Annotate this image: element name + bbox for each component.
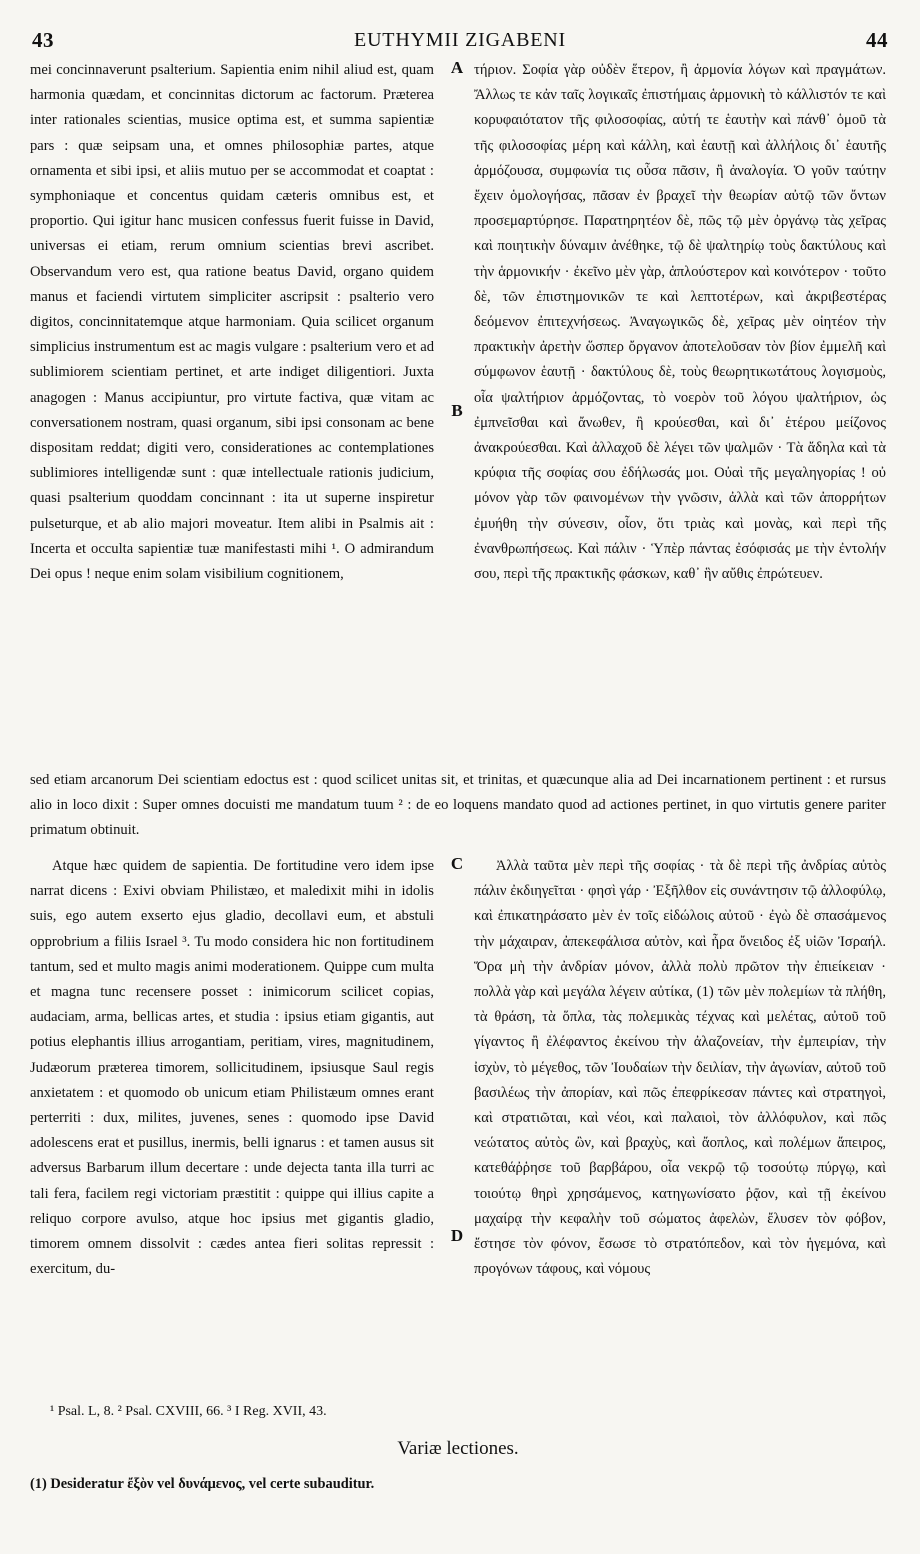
margin-marker-a: A <box>450 58 464 77</box>
continuation-paragraph: sed etiam arcanorum Dei scientiam edoctus est : quod scilicet unitas sit, et trinitas, et quæcunque alia ad Dei incarnationem pertinent : et rursus alio in loco dixit : Super omnes docuisti me mandatum tuum ² : de eo loquens mandato quod ad actiones pertinet, in quo virtutis genere pariter primatum obtinuit. <box>30 772 886 839</box>
greek-column-2 <box>474 854 886 1282</box>
page-number-left: 43 <box>32 28 54 52</box>
latin-column-1 <box>30 58 434 587</box>
margin-marker-d: D <box>450 1226 464 1245</box>
section-one <box>30 58 890 768</box>
greek-paragraph: Ἀλλὰ ταῦτα μὲν περὶ τῆς σοφίας · τὰ δὲ περὶ τῆς ἀνδρίας αὐτὸς πάλιν ἐκδιηγεῖται · φησὶ γάρ · Ἐξῆλθον εἰς συνάντησιν τῷ ἀλλοφύλῳ, καὶ ἐπικατηράσατο μὲν ἐν τοῖς εἰδώλοις αὐτοῦ · ἐγὼ δὲ σπασάμενος τὴν μάχαιραν, ἀπεκεφάλισα αὐτὸν, καὶ ἦρα ὄνειδος ἐξ υἱῶν Ἰσραήλ. Ὅρα μὴ τὴν ἀνδρίαν μόνον, ἀλλὰ πολὺ πρῶτον τὴν ἐπιείκειαν · πολλὰ γὰρ καὶ μεγάλα λέγειν αὐτίκα, (1) τῶν μὲν πολεμίων τὰ πλήθη, τὰ θράση, τὰ ὅπλα, τὰς πολεμικὰς τέχνας καὶ μελέτας, αὐτοῦ τοῦ γίγαντος ἢ ἐλέφαντος ἐκείνου τὴν ἀλαζονείαν, τὴν ἐμπειρίαν, τὴν ἰσχὺν, τὸ μέγεθος, τῶν Ἰουδαίων τὴν δειλίαν, τὴν ἀγωνίαν, αὐτοῦ τοῦ βασιλέως τὴν ἀπορίαν, καὶ πῶς ἐπεφρίκεσαν πάντες καὶ στρατηγοὶ, καὶ στρατιῶται, καὶ νέοι, καὶ παλαιοὶ, τὸν ἀλλόφυλον, καὶ πῶς νεώτατος αὐτὸς ὢν, καὶ βραχὺς, καὶ ἄοπλος, καὶ πολέμων ἄπειρος, κατεθάῤῥησε τοῦ βαρβάρου, οἷα νεκρῷ τῷ τοσούτῳ πύργῳ, καὶ τοιούτῳ θηρὶ χρησάμενος, κατηγωνίσατο ῥᾷον, καὶ τῇ ἐκείνου μαχαίρᾳ τὴν κεφαλὴν τοῦ σώματος ἀφελὼν, ἔλυσεν τὸν φόβον, ἔστησε τὸν φόνον, ἔσωσε τὸ στρατόπεδον, καὶ τὸν ἡγεμόνα, καὶ προγόνων τάφους, καὶ νόμους <box>474 858 886 1278</box>
latin-paragraph: mei concinnaverunt psalterium. Sapientia enim nihil aliud est, quam harmonia quædam, et concinnitas dictorum ac factorum. Præterea inter rationales scientias, musice optima est, et summa sapientiæ pars : quæ seipsam una, et omnes philosophiæ partes, atque ornamenta et sibi ipsi, et aliis mutuo per se accommodat et coaptat : symphoniaque et concentus quidam cæteris omnibus est, et proportio. Qui igitur hanc musicen confessus fuerit fuisse in David, universas ei etiam, rerum omnium scientias brevi ascribet. Observandum vero est, qua ratione beatus David, organo quidem manus et faciendi virtutem simpliciter ascripsit : psalterio vero digitos, concinnitatemque atque harmoniam. Quia scilicet organum simplicius instrumentum est ac magis vulgare : psalterium vero et ad sublimiorem scientiam pertinet, et arte indiget diligentiori. Juxta anagogen : Manus accipiuntur, pro virtute factiva, quæ vitam ac conversationem nostram, quasi organum, sibi ipsi consonam ac bene dispositam reddat; digiti vero, considerationes ac contemplationes sublimiores intelligendæ sunt : quæ intellectuale rationis judicium, quasi psalterium quoddam concinnant : ita ut superne inspiretur pulseturque, et ab alio majori moveatur. Item alibi in Psalmis ait : Incerta et occulta sapientiæ tuæ manifestasti mihi ¹. O admirandum Dei opus ! neque enim solam visibilium cognitionem, <box>30 62 434 583</box>
margin-marker-b: B <box>451 401 463 420</box>
latin-column-2 <box>30 854 434 1282</box>
margin-marker-c: C <box>450 854 464 873</box>
greek-column-1 <box>474 58 886 587</box>
variae-lectiones-title: Variæ lectiones. <box>397 1438 519 1459</box>
variae-lectiones-note: (1) Desideratur ἔξὸν vel δυνάμενος, vel certe subauditur. <box>30 1476 375 1492</box>
footnotes: ¹ Psal. L, 8. ² Psal. CXVIII, 66. ³ I Reg. XVII, 43. <box>50 1404 327 1419</box>
page-number-right: 44 <box>866 28 888 52</box>
greek-paragraph: τήριον. Σοφία γὰρ οὐδὲν ἕτερον, ἢ ἁρμονία λόγων καὶ πραγμάτων. Ἄλλως τε κἀν ταῖς λογικαῖς ἐπιστήμαις ἁρμονικὴ τὸ κάλλιστόν τε καὶ κορυφαιότατον τῆς φιλοσοφίας, αὐτή τε ἑαυτὴν καὶ πάνθ᾽ ὁμοῦ τὰ τῆς φιλοσοφίας μέρη καὶ κάλλη, καὶ ἑαυτῇ καὶ ἀλλήλοις δι᾽ ἑαυτῆς ἁρμόζουσα, συμφωνία τις οὖσα πᾶσιν, ἢ ἀναλογία. Ὁ γοῦν ταύτην ἔχειν ὁμολογήσας, πᾶσαν ἐν βραχεῖ τὴν θεωρίαν αὐτῷ τῶν ὄντων προσεμαρτύρησε. Παρατηρητέον δὲ, πῶς τῷ μὲν ὀργάνῳ τὰς χεῖρας καὶ ποιητικὴν δύναμιν ἀνέθηκε, τῷ δὲ ψαλτηρίῳ τοὺς δακτύλους καὶ τὴν ἁρμονικήν · ἐκεῖνο μὲν γὰρ, ἁπλούστερον καὶ κοινότερον · τοῦτο δὲ, τῶν ἐπιστημονικῶν τε καὶ λεπτοτέρων, καὶ ἀκριβεστέρας δεόμενον ἐπιτεχνήσεως. Ἀναγωγικῶς δὲ, χεῖρας μὲν οἰητέον τὴν πρακτικὴν ἀρετὴν ὥσπερ ὄργανον ἀποτελοῦσαν τὸν βίον ἐμμελῆ καὶ σύμφωνον ἑαυτῇ · δακτύλους δὲ, τοὺς θεωρητικωτάτους λογισμοὺς, οἷα ψαλτήριον ἁρμόζοντας, τὸ νοερὸν τοῦ λόγου ψαλτήριον, ὡς ἐμπνεῖσθαι καὶ ἄνωθεν, ἢ κρούεσθαι, καὶ δι᾽ ἑτέρου μείζονος ἀνακρούεσθαι. Καὶ ἀλλαχοῦ δὲ λέγει τῶν ψαλμῶν · Τὰ ἄδηλα καὶ τὰ κρύφια τῆς σοφίας σου ἐδήλωσάς μοι. Οὐαὶ τῆς μεγαληγορίας ! οὐ μόνον γὰρ τῶν φαινομένων τὴν γνῶσιν, ἀλλὰ καὶ τῶν ἀπορρήτων ἐμυήθη τὴν σύνεσιν, οἷον, ὅτι τριὰς καὶ μονὰς, καὶ περὶ τῆς ἐνανθρωπήσεως. Καὶ πάλιν · Ὑπὲρ πάντας ἐσόφισάς με τὴν ἐντολήν σου, περὶ τῆς πρακτικῆς φάσκων, καθ᾽ ἣν αὔθις ἐπρώτευεν. <box>474 62 886 583</box>
running-title: EUTHYMII ZIGABENI <box>354 29 566 51</box>
page <box>30 28 890 1554</box>
page-header <box>30 28 890 58</box>
apparatus <box>30 1394 890 1554</box>
section-two <box>30 854 890 1394</box>
full-width-continuation <box>30 768 890 848</box>
latin-paragraph: Atque hæc quidem de sapientia. De fortitudine vero idem ipse narrat dicens : Exivi obviam Philistæo, et maledixit mihi in idolis suis, ego autem exserto ejus gladio, decollavi eum, et abstuli opprobrium a filiis Israel ³. Tu modo considera hic non fortitudinem tantum, sed et multo magis animi moderationem. Quippe cum multa et magna tunc recensere posset : inimicorum scilicet copias, audaciam, arma, bellicas artes, et studia : ipsius etiam gigantis, aut potius elephantis illius arrogantiam, peritiam, vires, magnitudinem, Judæorum præterea timorem, sollicitudinem, ipsiusque Saul regis anxietatem : et quomodo ob unicum etiam Philistæum omnes erant perterriti : dux, milites, juvenes, senes : quomodo ipse David adolescens erat et pusillus, inermis, belli ignarus : et tamen ausus sit adversus Barbarum illum decertare : unde dejecta tanta illa turri ac tali fera, facilem regi victoriam præstitit : quippe qui illius capite a reliquo corpore avulso, atque hoc ipsius met gigantis gladio, timorem omnem dissolvit : cædes antea fieri solitas repressit : exercitum, du- <box>30 858 434 1278</box>
full-width-text <box>30 768 886 844</box>
